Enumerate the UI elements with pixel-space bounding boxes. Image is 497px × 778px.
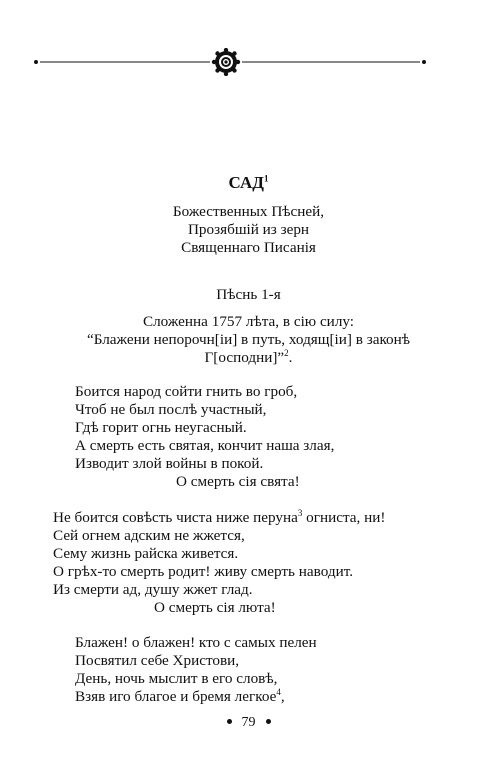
- verse-line: А смерть есть святая, кончит наша злая,: [75, 437, 335, 454]
- verse-line: Блажен! о блажен! кто с самых пелен: [75, 634, 317, 651]
- epigraph-line-2: “Блажени непорочн[іи] в путь, ходящ[іи] в законѣ: [86, 331, 411, 348]
- footnote-ref-1: 1: [263, 173, 269, 184]
- subtitle-line-1: Божественных Пѣсней,: [172, 203, 325, 220]
- bullet-dot: [266, 719, 271, 724]
- song-heading: Пѣснь 1-я: [216, 286, 281, 303]
- page-title: САД$^1$: [228, 173, 269, 192]
- epigraph-line-3: Г[осподни]”$^2$.: [204, 347, 293, 366]
- footnote-ref-3: 3: [297, 507, 303, 518]
- footnote-ref-2: 2: [284, 347, 289, 358]
- verse-line: Из смерти ад, душу жжет глад.: [53, 581, 253, 598]
- refrain-line: О смерть сія люта!: [154, 599, 276, 616]
- verse-line: Изводит злой войны в покой.: [75, 455, 264, 472]
- verse-line: Не боится совѣсть чиста ниже перуна$^3$ огниста, ни!: [53, 507, 386, 526]
- verse-line: Сему жизнь райска живется.: [53, 545, 239, 562]
- refrain-line: О смерть сія свята!: [176, 473, 300, 490]
- footnote-ref-4: 4: [276, 686, 281, 697]
- epigraph-line-1: Сложенна 1757 лѣта, в сію силу:: [142, 313, 355, 330]
- verse-line: Боится народ сойти гнить во гроб,: [75, 383, 298, 400]
- bullet-dot: [227, 719, 232, 724]
- verse-line: Чтоб не был послѣ участный,: [75, 401, 267, 418]
- verse-line: Взяв иго благое и бремя легкое$^4$,: [75, 686, 285, 705]
- page-number: 79: [0, 714, 497, 732]
- verse-line: Сей огнем адским не жжется,: [53, 527, 245, 544]
- subtitle-line-3: Священнаго Писанія: [181, 239, 316, 256]
- header-ornament: [0, 48, 497, 76]
- verse-line: О грѣх-то смерть родит! живу смерть наводит.: [53, 563, 354, 580]
- verse-line: День, ночь мыслит в его словѣ,: [75, 670, 278, 687]
- subtitle-line-2: Прозябшій из зерн: [187, 221, 310, 238]
- verse-line: Гдѣ горит огнь неугасный.: [75, 419, 247, 436]
- verse-line: Посвятил себе Христови,: [75, 652, 240, 669]
